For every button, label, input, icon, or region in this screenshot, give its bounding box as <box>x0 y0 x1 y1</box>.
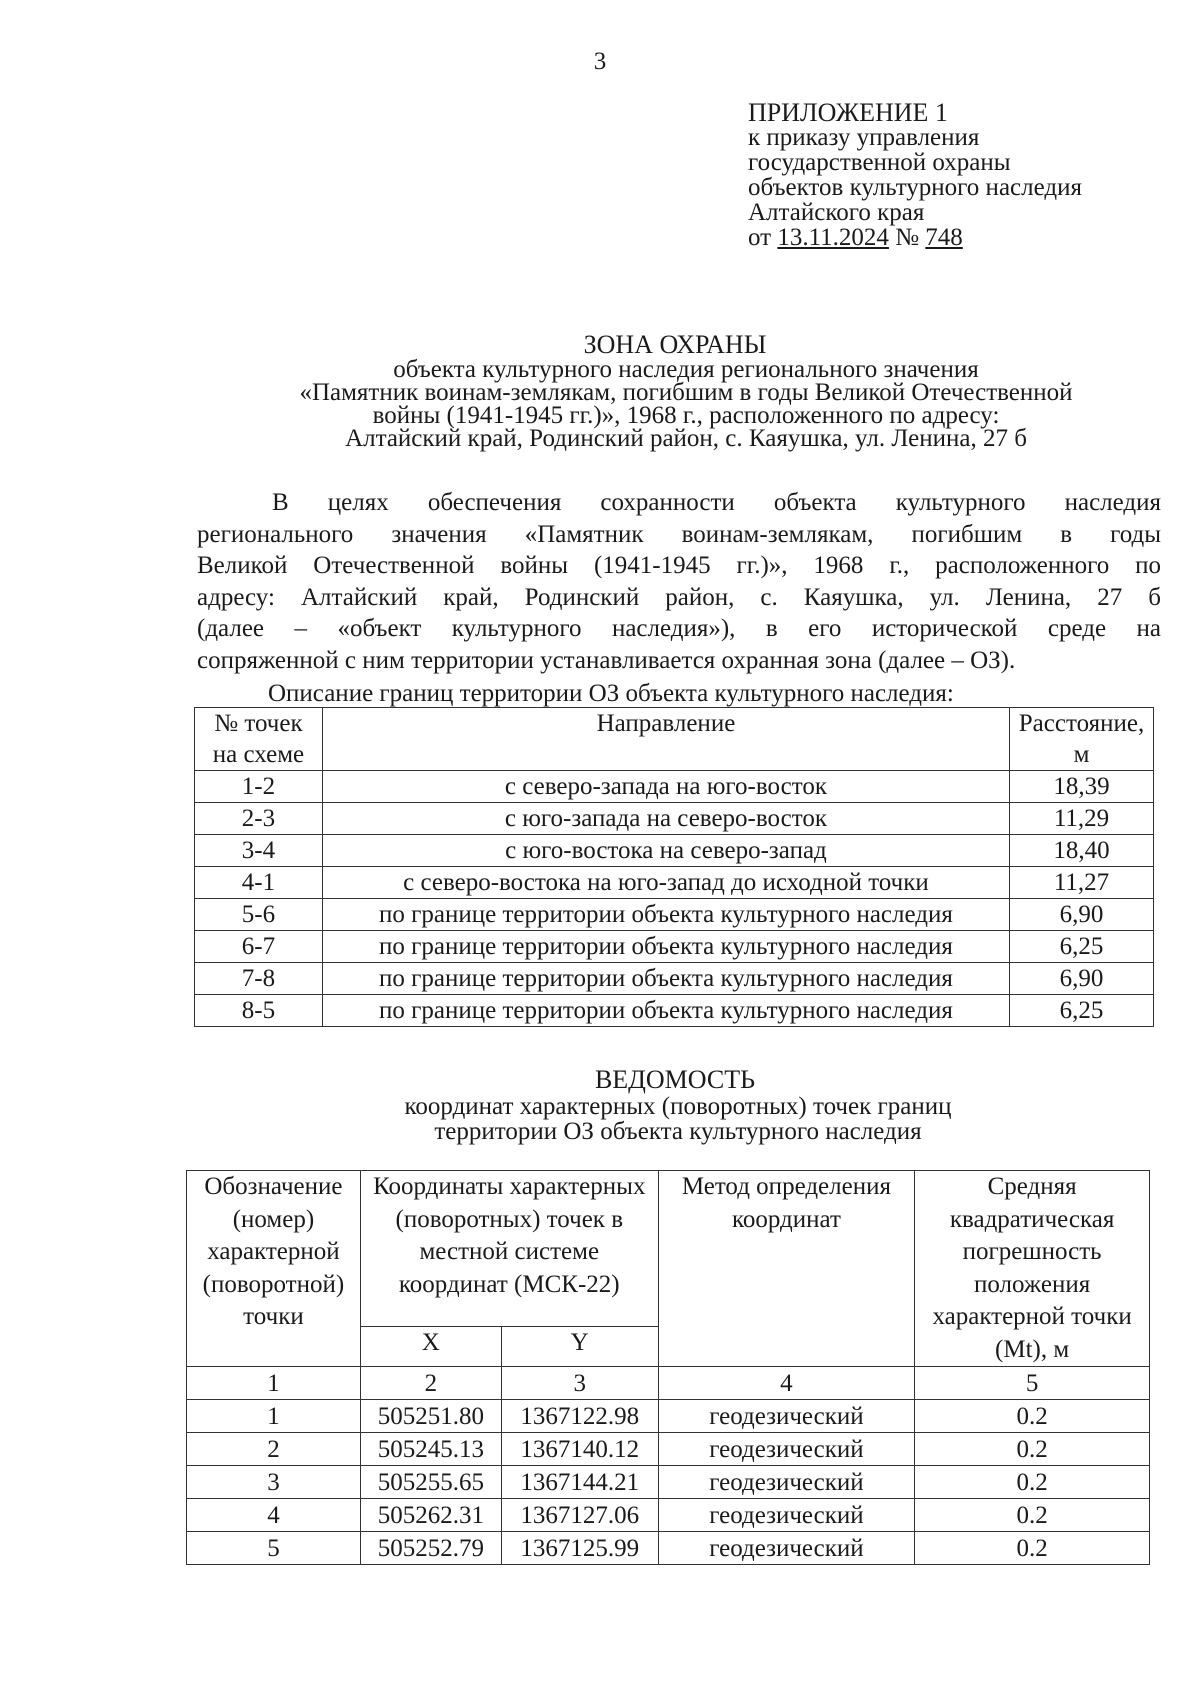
cell-points: 5-6 <box>195 899 323 931</box>
cell-y: 1367125.99 <box>501 1532 658 1565</box>
header-coordinates: Координаты характерных (поворотных) точек в местной системе координат (МСК-22) <box>360 1171 658 1327</box>
table-row <box>195 835 1154 867</box>
column-number-cell: 5 <box>915 1367 1150 1400</box>
cell-error: 0.2 <box>915 1499 1150 1532</box>
appendix-line: государственной охраны <box>748 149 1011 176</box>
cell-y: 1367127.06 <box>501 1499 658 1532</box>
zone-subtitle <box>236 358 1136 450</box>
table-row <box>187 1499 1150 1532</box>
paragraph-line: В целях обеспечения сохранности объекта культурного наследия <box>272 489 1161 516</box>
cell-x: 505262.31 <box>360 1499 501 1532</box>
zone-subtitle-line: войны (1941-1945 гг.)», 1968 г., расположенного по адресу: <box>372 402 1000 429</box>
table-row <box>187 1532 1150 1565</box>
cell-x: 505252.79 <box>360 1532 501 1565</box>
paragraph-line: сопряженной с ним территории устанавливается охранная зона (далее – ОЗ). <box>197 646 1016 674</box>
header-y: Y <box>501 1327 658 1367</box>
boundary-table <box>194 707 1154 1027</box>
appendix-title: ПРИЛОЖЕНИЕ 1 <box>748 98 948 127</box>
table-header-row <box>187 1171 1150 1327</box>
cell-distance: 6,25 <box>1010 995 1154 1027</box>
cell-point: 4 <box>187 1499 361 1532</box>
zone-subtitle-line: объекта культурного наследия регионального значения <box>393 356 979 383</box>
order-number: 748 <box>925 224 963 251</box>
boundary-table-body <box>195 771 1154 1027</box>
appendix-block <box>748 100 1082 250</box>
column-number-cell: 1 <box>187 1367 361 1400</box>
cell-direction: с северо-востока на юго-запад до исходной точки <box>322 867 1009 899</box>
table-row <box>195 803 1154 835</box>
appendix-line: Алтайского края <box>748 199 925 226</box>
table-row <box>195 963 1154 995</box>
table-row <box>187 1433 1150 1466</box>
cell-point: 2 <box>187 1433 361 1466</box>
cell-method: геодезический <box>658 1433 915 1466</box>
cell-direction: с северо-запада на юго-восток <box>322 771 1009 803</box>
header-direction: Направление <box>322 708 1009 771</box>
boundary-caption: Описание границ территории ОЗ объекта культурного наследия: <box>268 680 954 707</box>
cell-point: 1 <box>187 1400 361 1433</box>
cell-distance: 18,40 <box>1010 835 1154 867</box>
paragraph-line: Великой Отечественной войны (1941-1945 гг.)», 1968 г., расположенного по <box>197 552 1161 579</box>
appendix-line: к приказу управления <box>748 124 980 151</box>
cell-points: 1-2 <box>195 771 323 803</box>
vedomost-subtitle-line: координат характерных (поворотных) точек границ <box>404 1093 952 1120</box>
order-date: 13.11.2024 <box>777 224 889 251</box>
cell-points: 6-7 <box>195 931 323 963</box>
table-header-row <box>195 708 1154 771</box>
coordinates-table <box>186 1170 1150 1565</box>
cell-points: 4-1 <box>195 867 323 899</box>
cell-method: геодезический <box>658 1466 915 1499</box>
appendix-date-line <box>748 225 1082 250</box>
table-row <box>195 931 1154 963</box>
cell-points: 2-3 <box>195 803 323 835</box>
cell-y: 1367140.12 <box>501 1433 658 1466</box>
cell-method: геодезический <box>658 1400 915 1433</box>
table-row <box>195 771 1154 803</box>
cell-distance: 6,90 <box>1010 899 1154 931</box>
cell-distance: 6,25 <box>1010 931 1154 963</box>
cell-distance: 11,29 <box>1010 803 1154 835</box>
cell-x: 505255.65 <box>360 1466 501 1499</box>
column-number-cell: 2 <box>360 1367 501 1400</box>
header-method: Метод определения координат <box>658 1171 915 1367</box>
cell-y: 1367122.98 <box>501 1400 658 1433</box>
cell-points: 8-5 <box>195 995 323 1027</box>
cell-distance: 11,27 <box>1010 867 1154 899</box>
header-x: X <box>360 1327 501 1367</box>
cell-method: геодезический <box>658 1499 915 1532</box>
header-designation: Обозначение (номер) характерной (поворотной) точки <box>187 1171 361 1367</box>
cell-y: 1367144.21 <box>501 1466 658 1499</box>
cell-points: 7-8 <box>195 963 323 995</box>
table-row <box>187 1466 1150 1499</box>
cell-x: 505251.80 <box>360 1400 501 1433</box>
table-row <box>195 995 1154 1027</box>
column-number-cell: 4 <box>658 1367 915 1400</box>
column-number-cell: 3 <box>501 1367 658 1400</box>
zone-subtitle-line: «Памятник воинам-землякам, погибшим в годы Великой Отечественной <box>299 379 1073 406</box>
table-row <box>195 899 1154 931</box>
paragraph-line: адресу: Алтайский край, Родинский район, с. Каяушка, ул. Ленина, 27 б <box>197 583 1161 611</box>
cell-error: 0.2 <box>915 1400 1150 1433</box>
cell-distance: 18,39 <box>1010 771 1154 803</box>
header-points: № точек на схеме <box>195 708 323 771</box>
cell-direction: по границе территории объекта культурного наследия <box>322 931 1009 963</box>
vedomost-subtitle-line: территории ОЗ объекта культурного наследия <box>434 1118 922 1145</box>
cell-direction: по границе территории объекта культурного наследия <box>322 995 1009 1027</box>
column-number-row <box>187 1367 1150 1400</box>
header-distance: Расстояние, м <box>1010 708 1154 771</box>
zone-subtitle-line: Алтайский край, Родинский район, с. Каяушка, ул. Ленина, 27 б <box>345 425 1027 452</box>
cell-distance: 6,90 <box>1010 963 1154 995</box>
paragraph-line: регионального значения «Памятник воинам-землякам, погибшим в годы <box>197 520 1161 548</box>
cell-error: 0.2 <box>915 1466 1150 1499</box>
cell-direction: с юго-запада на северо-восток <box>322 803 1009 835</box>
cell-point: 5 <box>187 1532 361 1565</box>
vedomost-title: ВЕДОМОСТЬ <box>594 1065 756 1094</box>
cell-error: 0.2 <box>915 1532 1150 1565</box>
table-row <box>187 1400 1150 1433</box>
from-label: от <box>748 224 772 251</box>
appendix-line: объектов культурного наследия <box>748 174 1082 201</box>
intro-paragraph <box>197 487 1161 676</box>
vedomost-subtitle <box>348 1094 1008 1144</box>
coordinates-table-body <box>187 1367 1150 1565</box>
cell-direction: с юго-востока на северо-запад <box>322 835 1009 867</box>
page-number: 3 <box>593 48 607 75</box>
cell-x: 505245.13 <box>360 1433 501 1466</box>
cell-points: 3-4 <box>195 835 323 867</box>
cell-point: 3 <box>187 1466 361 1499</box>
paragraph-line: (далее – «объект культурного наследия»), в его исторической среде на <box>197 615 1161 642</box>
number-label: № <box>895 224 920 251</box>
header-error: Средняя квадратическая погрешность положения характерной точки (Mt), м <box>915 1171 1150 1367</box>
cell-direction: по границе территории объекта культурного наследия <box>322 963 1009 995</box>
cell-method: геодезический <box>658 1532 915 1565</box>
cell-direction: по границе территории объекта культурного наследия <box>322 899 1009 931</box>
zone-title: ЗОНА ОХРАНЫ <box>583 330 767 359</box>
table-row <box>195 867 1154 899</box>
cell-error: 0.2 <box>915 1433 1150 1466</box>
